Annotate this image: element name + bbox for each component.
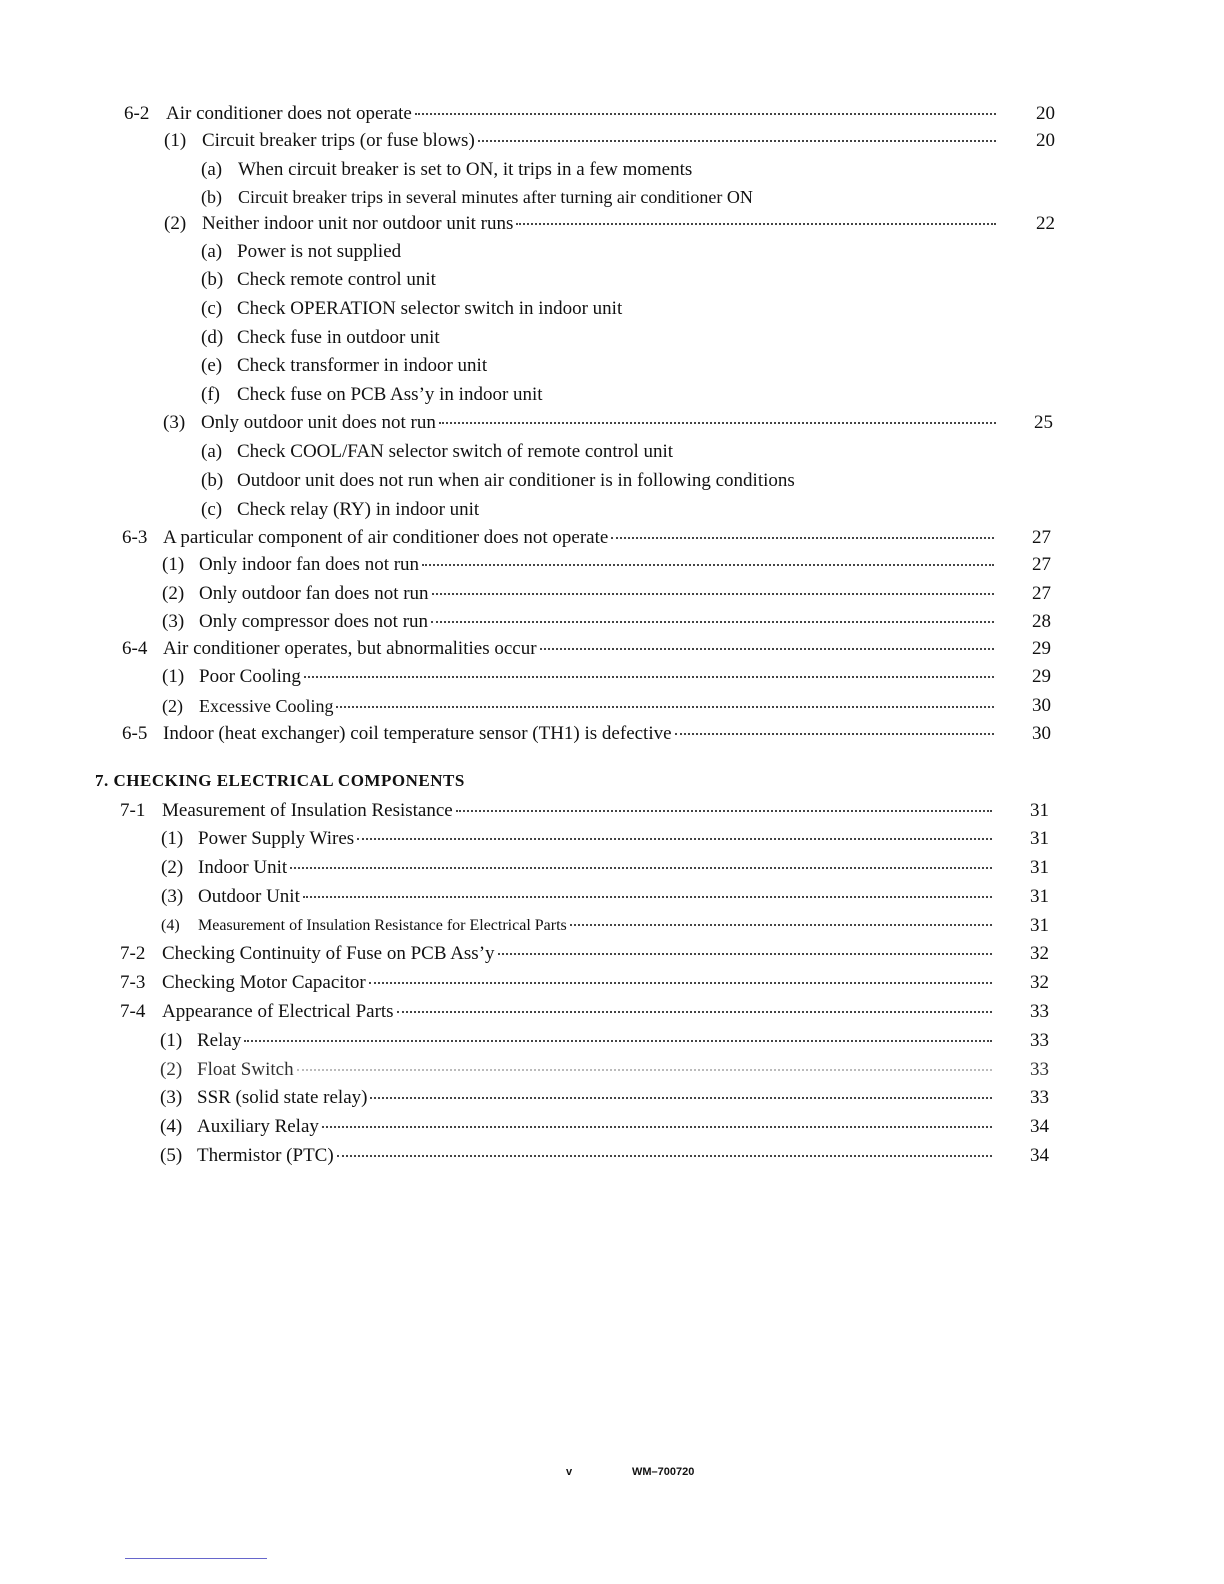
entry-title: Excessive Cooling (199, 696, 334, 716)
entry-title: Relay (197, 1030, 242, 1051)
dot-leader (432, 593, 994, 595)
entry-number: 6-4 (122, 638, 148, 659)
entry-page: 28 (1032, 611, 1051, 632)
entry-page: 27 (1032, 527, 1051, 548)
toc-entry-6-3-3 (162, 610, 998, 634)
dot-leader (478, 140, 996, 142)
toc-entry-7-2 (120, 942, 996, 966)
dot-leader (397, 1011, 992, 1013)
entry-number: (5) (160, 1145, 183, 1166)
toc-entry-6-4-1 (162, 665, 998, 689)
entry-page: 33 (1030, 1001, 1049, 1022)
dot-leader (422, 564, 994, 566)
entry-number: (4) (160, 1116, 183, 1137)
entry-title: Circuit breaker trips (or fuse blows) (202, 130, 475, 151)
entry-number: 6-3 (122, 527, 148, 548)
entry-number: (1) (164, 130, 187, 151)
dot-leader (303, 896, 992, 898)
entry-title: Check OPERATION selector switch in indoor unit (237, 298, 623, 319)
toc-entry-7-4-1 (160, 1029, 996, 1053)
entry-title: Check relay (RY) in indoor unit (237, 499, 480, 520)
entry-title: Check fuse on PCB Ass’y in indoor unit (237, 384, 543, 405)
bottom-rule (125, 1558, 267, 1559)
entry-number: 7-1 (120, 800, 146, 821)
entry-title: Outdoor Unit (198, 886, 300, 907)
dot-leader (370, 1097, 992, 1099)
dot-leader (369, 982, 992, 984)
entry-number: (3) (162, 611, 185, 632)
entry-number: (2) (160, 1059, 183, 1080)
toc-entry-6-2-3 (163, 411, 1000, 435)
entry-number: (2) (161, 857, 184, 878)
entry-title: Only indoor fan does not run (199, 554, 420, 575)
dot-leader (415, 113, 996, 115)
toc-entry-7-1-1 (161, 827, 996, 851)
entry-page: 30 (1032, 695, 1051, 716)
entry-title: Circuit breaker trips in several minutes after turning air conditioner ON (238, 187, 753, 207)
entry-page: 34 (1030, 1116, 1049, 1137)
entry-page: 31 (1030, 800, 1049, 821)
toc-entry-6-2-1 (164, 129, 1000, 153)
entry-page: 25 (1034, 412, 1053, 433)
dot-leader (244, 1040, 992, 1042)
entry-title: Only compressor does not run (199, 611, 429, 632)
dot-leader (498, 953, 992, 955)
entry-title: Checking Motor Capacitor (162, 972, 366, 993)
entry-number: (2) (164, 213, 187, 234)
toc-entry-7-1-2 (161, 856, 996, 880)
entry-number: (b) (201, 269, 224, 290)
dot-leader (304, 676, 994, 678)
entry-title: Air conditioner does not operate (166, 103, 412, 124)
toc-entry-6-2-3-a (201, 440, 673, 464)
toc-entry-7-1 (120, 799, 996, 823)
entry-title: Indoor (heat exchanger) coil temperature sensor (TH1) is defective (163, 723, 672, 744)
toc-entry-7-4-4 (160, 1115, 996, 1139)
toc-entry-6-5 (122, 722, 998, 746)
entry-number: 7-4 (120, 1001, 146, 1022)
toc-entry-6-4-2 (162, 694, 998, 718)
toc-entry-6-4 (122, 637, 998, 661)
toc-entry-6-2-1-a (201, 158, 692, 182)
dot-leader (456, 810, 992, 812)
entry-page: 33 (1030, 1087, 1049, 1108)
entry-number: (c) (201, 499, 223, 520)
dot-leader (297, 1069, 992, 1071)
entry-number: 6-2 (124, 103, 150, 124)
dot-leader (357, 838, 992, 840)
entry-number: (1) (161, 828, 184, 849)
dot-leader (290, 867, 992, 869)
entry-page: 31 (1030, 886, 1049, 907)
toc-entry-6-3-2 (162, 582, 998, 606)
toc-entry-6-2-2-f (201, 383, 543, 407)
entry-title: Only outdoor unit does not run (201, 412, 436, 433)
dot-leader (336, 706, 994, 708)
entry-page: 29 (1032, 666, 1051, 687)
entry-title: Only outdoor fan does not run (199, 583, 429, 604)
entry-number: (a) (201, 441, 223, 462)
toc-entry-7-4-3 (160, 1086, 996, 1110)
dot-leader (431, 621, 994, 623)
entry-title: Measurement of Insulation Resistance for Electrical Parts (198, 917, 567, 934)
entry-title: A particular component of air conditioner does not operate (163, 527, 609, 548)
entry-number: (3) (161, 886, 184, 907)
toc-entry-6-2-2-d (201, 326, 440, 350)
entry-number: (2) (162, 583, 185, 604)
entry-title: Thermistor (PTC) (197, 1145, 334, 1166)
entry-page: 20 (1036, 130, 1055, 151)
dot-leader (337, 1155, 992, 1157)
entry-page: 30 (1032, 723, 1051, 744)
dot-leader (675, 733, 994, 735)
entry-title: Check COOL/FAN selector switch of remote control unit (237, 441, 674, 462)
entry-page: 22 (1036, 213, 1055, 234)
entry-number: (a) (201, 159, 223, 180)
entry-title: Appearance of Electrical Parts (162, 1001, 394, 1022)
page-numeral: v (566, 1466, 573, 1478)
toc-entry-6-3-1 (162, 553, 998, 577)
entry-title: Power Supply Wires (198, 828, 355, 849)
entry-number: 6-5 (122, 723, 148, 744)
dot-leader (570, 924, 992, 926)
toc-entry-7-4-5 (160, 1144, 996, 1168)
entry-page: 32 (1030, 972, 1049, 993)
entry-title: SSR (solid state relay) (197, 1087, 368, 1108)
entry-page: 31 (1030, 915, 1049, 936)
toc-entry-6-2-2-e (201, 354, 487, 378)
entry-number: 7-2 (120, 943, 146, 964)
dot-leader (439, 422, 996, 424)
toc-entry-7-4 (120, 1000, 996, 1024)
entry-title: Auxiliary Relay (197, 1116, 319, 1137)
entry-title: Air conditioner operates, but abnormalities occur (163, 638, 537, 659)
entry-page: 33 (1030, 1059, 1049, 1080)
entry-number: (1) (162, 666, 185, 687)
entry-title: When circuit breaker is set to ON, it trips in a few moments (238, 159, 693, 180)
toc-entry-6-2-2 (164, 212, 1000, 236)
entry-number: (b) (201, 470, 224, 491)
entry-title: Check transformer in indoor unit (237, 355, 488, 376)
entry-page: 32 (1030, 943, 1049, 964)
toc-entry-6-2-2-a (201, 240, 401, 264)
entry-number: (1) (160, 1030, 183, 1051)
entry-title: Float Switch (197, 1059, 294, 1080)
entry-number: (b) (201, 187, 222, 207)
entry-page: 34 (1030, 1145, 1049, 1166)
toc-entry-6-2-3-c (201, 498, 479, 522)
section-heading: 7. CHECKING ELECTRICAL COMPONENTS (95, 771, 465, 790)
entry-title: Measurement of Insulation Resistance (162, 800, 453, 821)
entry-title: Neither indoor unit nor outdoor unit runs (202, 213, 514, 234)
toc-entry-6-2-2-c (201, 297, 622, 321)
entry-number: (d) (201, 327, 224, 348)
entry-number: (c) (201, 298, 223, 319)
dot-leader (322, 1126, 992, 1128)
toc-entry-6-2 (124, 102, 1000, 126)
entry-number: (3) (160, 1087, 183, 1108)
entry-number: (e) (201, 355, 223, 376)
toc-entry-7-3 (120, 971, 996, 995)
entry-number: (3) (163, 412, 186, 433)
entry-number: (4) (161, 917, 180, 934)
entry-title: Indoor Unit (198, 857, 288, 878)
dot-leader (611, 537, 994, 539)
entry-page: 31 (1030, 857, 1049, 878)
entry-page: 33 (1030, 1030, 1049, 1051)
entry-page: 20 (1036, 103, 1055, 124)
dot-leader (516, 223, 996, 225)
entry-title: Check fuse in outdoor unit (237, 327, 440, 348)
entry-page: 31 (1030, 828, 1049, 849)
entry-title: Power is not supplied (237, 241, 402, 262)
toc-entry-6-2-1-b (201, 185, 753, 209)
toc-entry-7-4-2 (160, 1058, 996, 1082)
entry-number: (a) (201, 241, 223, 262)
entry-title: Check remote control unit (237, 269, 436, 290)
entry-number: 7-3 (120, 972, 146, 993)
toc-entry-6-2-3-b (201, 469, 795, 493)
dot-leader (540, 648, 994, 650)
entry-number: (1) (162, 554, 185, 575)
toc-entry-6-3 (122, 526, 998, 550)
document-code: WM–700720 (632, 1466, 695, 1478)
entry-title: Poor Cooling (199, 666, 301, 687)
entry-title: Outdoor unit does not run when air conditioner is in following conditions (237, 470, 795, 491)
toc-entry-7-1-3 (161, 885, 996, 909)
toc-entry-7-1-4 (161, 914, 996, 938)
entry-page: 27 (1032, 554, 1051, 575)
entry-title: Checking Continuity of Fuse on PCB Ass’y (162, 943, 495, 964)
entry-page: 29 (1032, 638, 1051, 659)
entry-page: 27 (1032, 583, 1051, 604)
toc-entry-6-2-2-b (201, 268, 436, 292)
entry-number: (f) (201, 384, 220, 405)
entry-number: (2) (162, 696, 183, 716)
